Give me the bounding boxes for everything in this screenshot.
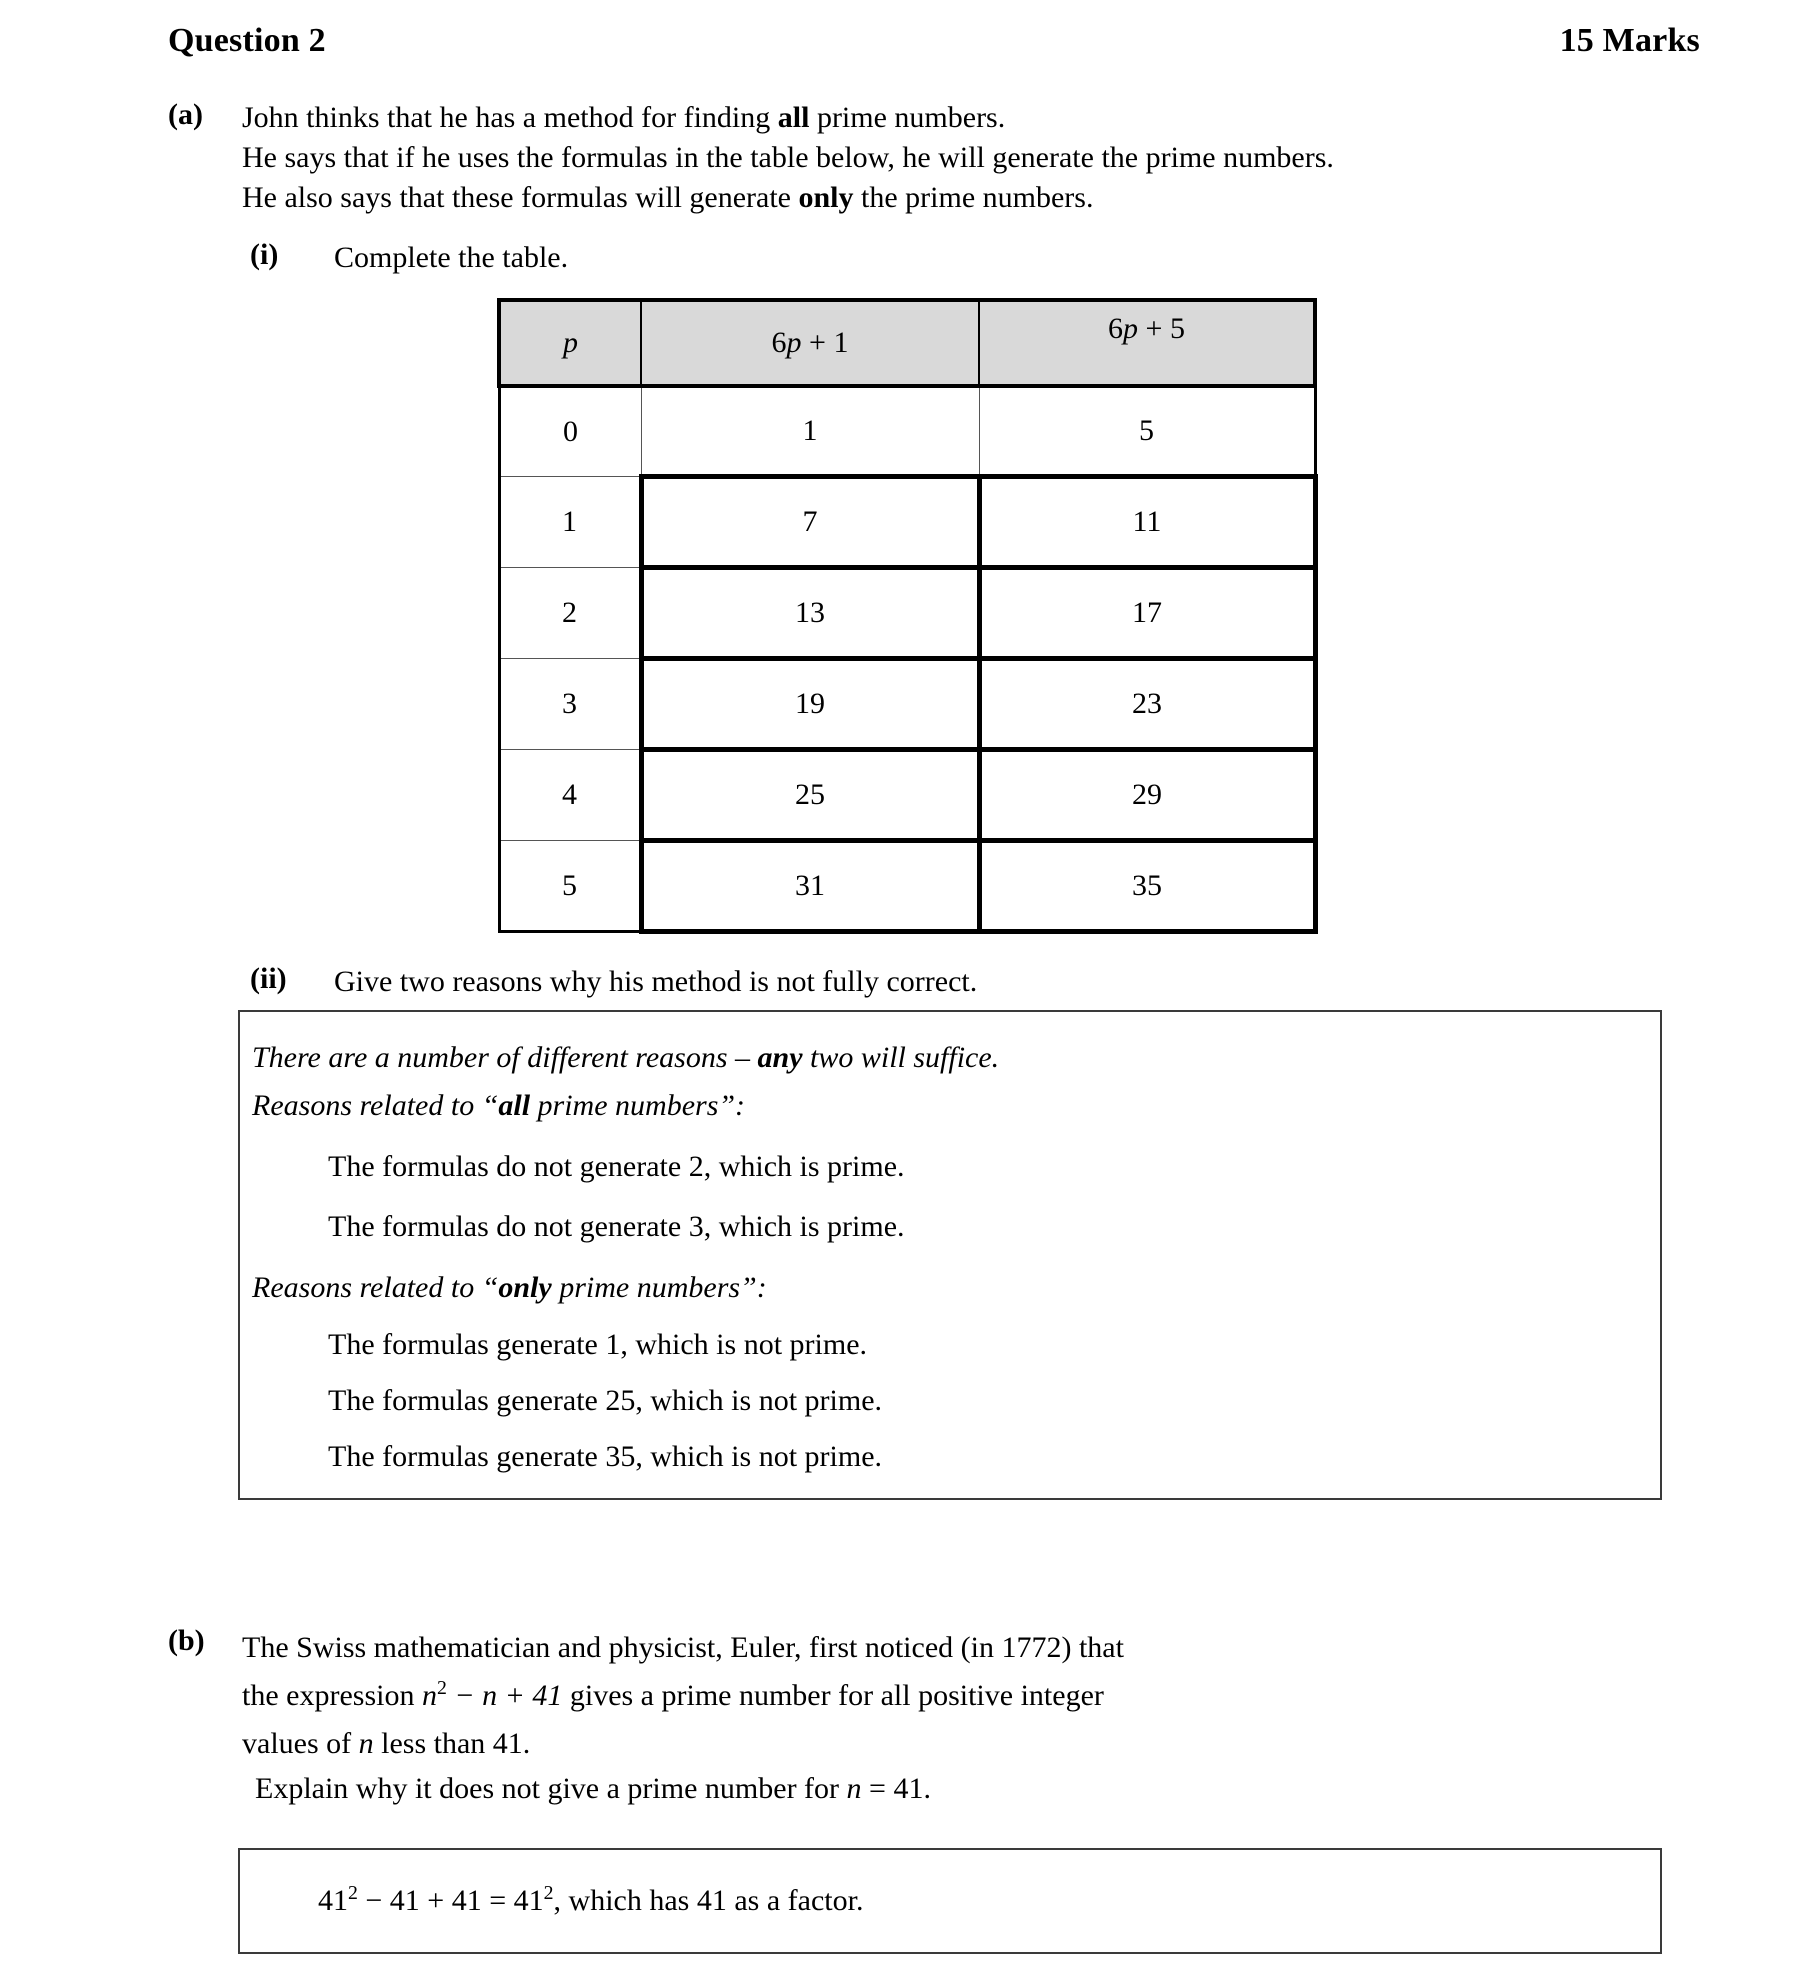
table-cell-answer-f1[interactable]: 25: [641, 750, 979, 841]
answer-intro-post: two will suffice.: [802, 1041, 1000, 1074]
prime-formula-table: [497, 298, 1318, 934]
answer-heading-all-bold: all: [498, 1089, 531, 1122]
part-a-label: (a): [168, 98, 203, 131]
euler-expression: [422, 1679, 562, 1712]
table-cell-answer-f2[interactable]: 23: [979, 659, 1315, 750]
table-header-6p-plus-1: [641, 300, 979, 386]
answer-intro-pre: There are a number of different reasons –: [252, 1041, 758, 1074]
answer-reason-item: The formulas generate 1, which is not prime.: [328, 1328, 868, 1361]
part-i-block: [250, 238, 934, 278]
page-header: [168, 22, 1700, 60]
part-a-line-1-bold: all: [777, 101, 810, 134]
part-ii-label: (ii): [250, 962, 287, 995]
part-b-line-2: [242, 1672, 1422, 1720]
table-row: [499, 841, 1315, 932]
expr-exponent: 2: [436, 1677, 447, 1699]
part-a-line-1: [242, 98, 1662, 138]
part-b-explain-line: [255, 1772, 931, 1806]
part-a-text: [242, 98, 1662, 218]
header-formula-1: [772, 326, 849, 359]
table-cell-p: 5: [499, 841, 641, 932]
part-a-line-1-pre: John thinks that he has a method for finding: [242, 101, 778, 134]
part-a-line-1-post: prime numbers.: [809, 101, 1006, 134]
table-cell-p: 3: [499, 659, 641, 750]
table-cell-answer-f2[interactable]: 5: [979, 386, 1315, 477]
table-cell-p: 1: [499, 477, 641, 568]
part-a-line-2: He says that if he uses the formulas in the table below, he will generate the prime numbers.: [242, 141, 1334, 174]
part-a-line-3: [242, 178, 1662, 218]
table-row: [499, 568, 1315, 659]
answer-heading-only-pre: Reasons related to “: [252, 1271, 499, 1304]
table-header-p: [499, 300, 641, 386]
table-cell-p: 0: [499, 386, 641, 477]
answer-heading-only: [252, 1264, 1660, 1312]
part-b-label: (b): [168, 1624, 205, 1657]
header-f1-rest: + 1: [801, 326, 849, 359]
table-cell-p: 2: [499, 568, 641, 659]
formula-second-exponent: 2: [543, 1882, 554, 1904]
explain-post: = 41.: [861, 1772, 931, 1805]
part-i-text: Complete the table.: [334, 241, 569, 274]
expr-variable-n: n: [421, 1679, 437, 1712]
table-cell-answer-f1[interactable]: 19: [641, 659, 979, 750]
header-p-symbol: p: [563, 326, 578, 359]
part-b-line-2-pre: the expression: [242, 1679, 422, 1712]
answer-heading-all-post: prime numbers”:: [530, 1089, 746, 1122]
explain-variable-n: n: [846, 1772, 862, 1805]
table-cell-p: 4: [499, 750, 641, 841]
part-a-line-3-bold: only: [798, 181, 854, 214]
part-ii-text: Give two reasons why his method is not fully correct.: [334, 965, 978, 998]
formula-first-exponent: 2: [348, 1882, 358, 1904]
table-cell-answer-f1[interactable]: 13: [641, 568, 979, 659]
answer-reason-item: The formulas do not generate 3, which is prime.: [328, 1210, 905, 1243]
question-title: Question 2: [168, 22, 326, 59]
header-f1-var: p: [786, 326, 802, 359]
table-row: [499, 750, 1315, 841]
table-row: [499, 386, 1315, 477]
part-b-line-1: The Swiss mathematician and physicist, Euler, first noticed (in 1772) that: [242, 1631, 1124, 1664]
header-f2-var: p: [1123, 312, 1139, 345]
table-cell-answer-f2[interactable]: 11: [979, 477, 1315, 568]
answer-heading-only-post: prime numbers”:: [551, 1271, 767, 1304]
answer-heading-all-pre: Reasons related to “: [252, 1089, 499, 1122]
answer-reason-item: The formulas do not generate 2, which is prime.: [328, 1150, 905, 1183]
table-row: [499, 659, 1315, 750]
table-row: [499, 477, 1315, 568]
part-i-label: (i): [250, 238, 279, 271]
part-b-line-3-post: less than 41.: [373, 1727, 531, 1760]
answer-reason-item: The formulas generate 35, which is not prime.: [328, 1440, 883, 1473]
header-formula-2: [1108, 312, 1185, 345]
table-cell-answer-f2[interactable]: 29: [979, 750, 1315, 841]
formula-middle: − 41 + 41 = 41: [357, 1884, 544, 1917]
marks-label: 15 Marks: [1559, 22, 1700, 59]
answer-intro-line: [252, 1034, 1660, 1082]
header-f1-coef: 6: [771, 326, 787, 359]
answer-reason-item: The formulas generate 25, which is not prime.: [328, 1384, 883, 1417]
part-a-line-3-post: the prime numbers.: [853, 181, 1094, 214]
table-cell-answer-f2[interactable]: 35: [979, 841, 1315, 932]
part-ii-block: [250, 962, 1234, 1002]
part-b-line-3-var: n: [358, 1727, 374, 1760]
answer-box-part-ii[interactable]: [238, 1010, 1662, 1500]
part-b-text: [242, 1624, 1422, 1768]
table-cell-answer-f1[interactable]: 31: [641, 841, 979, 932]
table-cell-answer-f2[interactable]: 17: [979, 568, 1315, 659]
table-cell-answer-f1[interactable]: 7: [641, 477, 979, 568]
formula-first-base: 41: [318, 1884, 348, 1917]
header-f2-coef: 6: [1108, 312, 1124, 345]
answer-intro-bold: any: [757, 1041, 803, 1074]
explain-pre: Explain why it does not give a prime number for: [255, 1772, 847, 1805]
table-header-6p-plus-5: [979, 300, 1315, 386]
answer-formula-part-b: [318, 1884, 1660, 1918]
header-f2-rest: + 5: [1138, 312, 1185, 345]
part-b-line-2-post: gives a prime number for all positive integer: [562, 1679, 1104, 1712]
answer-box-part-b[interactable]: [238, 1848, 1662, 1954]
part-b-line-3: [242, 1720, 1422, 1768]
formula-tail: , which has 41 as a factor.: [553, 1884, 864, 1917]
part-a-line-3-pre: He also says that these formulas will generate: [242, 181, 799, 214]
table-header-row: [499, 300, 1315, 386]
answer-heading-all: [252, 1082, 1660, 1130]
table-cell-answer-f1[interactable]: 1: [641, 386, 979, 477]
part-a-block: [168, 98, 1662, 218]
part-b-line-3-pre: values of: [242, 1727, 359, 1760]
expr-remainder: − n + 41: [446, 1679, 563, 1712]
answer-heading-only-bold: only: [498, 1271, 552, 1304]
part-b-block: [168, 1624, 1422, 1768]
